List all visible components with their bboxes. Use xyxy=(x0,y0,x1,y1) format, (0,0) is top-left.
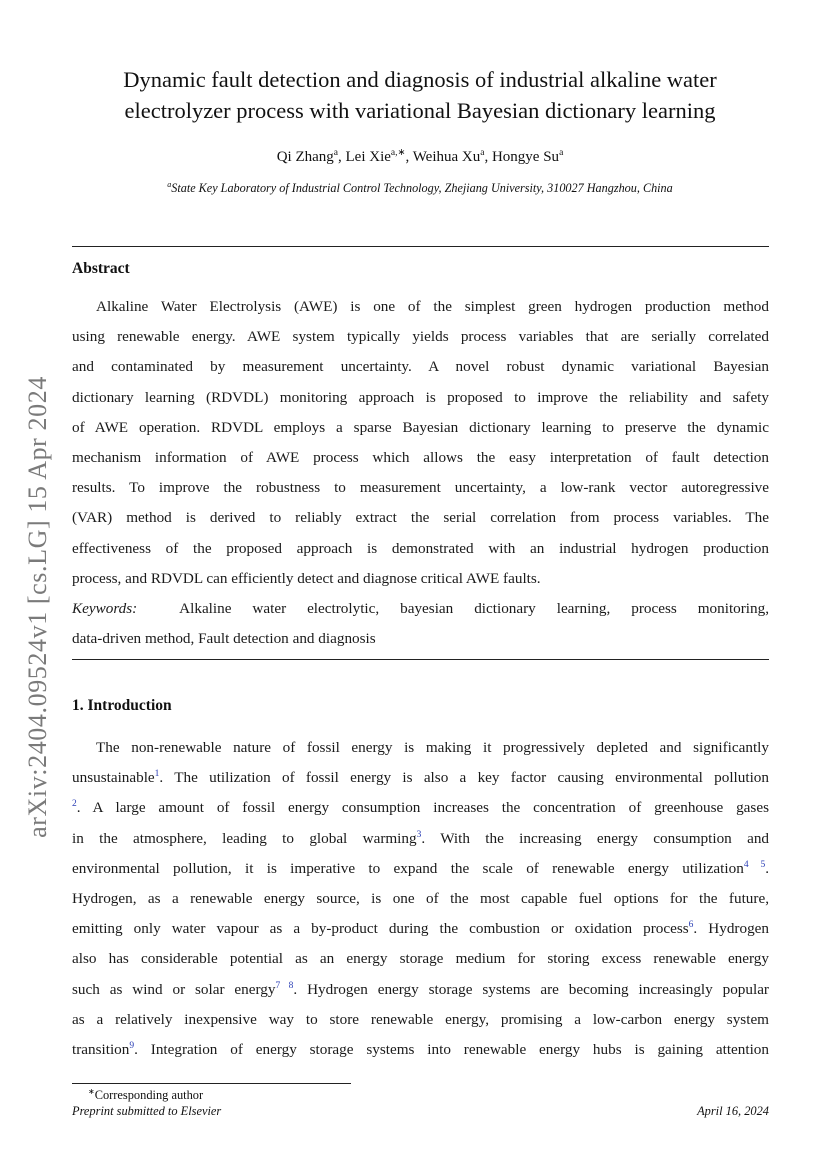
intro-text: emitting only water vapour as a by-product during the combustion or oxidation process xyxy=(72,920,689,938)
abstract-line: Alkaline Water Electrolysis (AWE) is one of the simplest green hydrogen production method xyxy=(96,298,769,315)
arxiv-sidebar-stamp xyxy=(22,362,54,852)
citation-marker[interactable]: 4 5 xyxy=(743,859,766,870)
author-name: Lei Xie xyxy=(345,149,391,165)
intro-line: as a relatively inexpensive way to store renewable energy, promising a low-carbon energy system xyxy=(72,1010,769,1028)
preprint-date: April 16, 2024 xyxy=(697,1104,769,1118)
corresponding-author-footnote xyxy=(88,1087,203,1103)
intro-text: . With the increasing energy consumption and xyxy=(421,829,770,847)
author-affiliation-mark: a xyxy=(480,148,485,158)
citation-marker[interactable]: 7 8 xyxy=(275,980,294,991)
title-line-1: Dynamic fault detection and diagnosis of industrial alkaline water xyxy=(123,67,717,92)
abstract-line: effectiveness of the proposed approach is demonstrated with an industrial hydrogen production xyxy=(72,539,769,557)
introduction-body xyxy=(72,733,769,1065)
keywords-text: Alkaline water electrolytic, bayesian dictionary learning, process monitoring, xyxy=(179,600,770,617)
arxiv-identifier: arXiv:2404.09524v1 [cs.LG] 15 Apr 2024 xyxy=(23,376,52,838)
intro-text: . Integration of energy storage systems into renewable energy hubs is gaining attention xyxy=(134,1040,769,1058)
intro-text: . A large amount of fossil energy consumption increases the concentration of greenhouse gases xyxy=(76,799,769,817)
citation-marker[interactable]: 2 xyxy=(72,799,77,810)
keywords-line: data-driven method, Fault detection and diagnosis xyxy=(72,630,376,648)
keywords-block xyxy=(72,594,769,654)
abstract-line: using renewable energy. AWE system typically yields process variables that are serially correlated xyxy=(72,328,769,346)
intro-line: also has considerable potential as an energy storage medium for storing excess renewable energy xyxy=(72,950,769,968)
author-name: Hongye Su xyxy=(491,149,560,165)
abstract-top-rule xyxy=(72,246,769,247)
intro-text: . The utilization of fossil energy is also a key factor causing environmental pollution xyxy=(159,769,769,787)
intro-line xyxy=(72,914,769,944)
intro-line xyxy=(72,1035,769,1065)
abstract-body xyxy=(72,292,769,594)
author-affiliation-mark: a xyxy=(333,148,339,158)
abstract-line: dictionary learning (RDVDL) monitoring approach is proposed to improve the reliability and safety xyxy=(72,388,769,406)
intro-text: transition xyxy=(72,1040,130,1058)
author-name: Qi Zhang xyxy=(276,149,334,165)
keywords-label: Keywords: xyxy=(72,600,138,617)
abstract-line: and contaminated by measurement uncertainty. A novel robust dynamic variational Bayesian xyxy=(72,358,769,376)
intro-line xyxy=(72,793,769,823)
abstract-line: process, and RDVDL can efficiently detect and diagnose critical AWE faults. xyxy=(72,569,541,587)
author-list: Qi Zhang$^a$, Lei Xie$^{a,∗}$, Weihua Xu$^a$, Hongye Su$^a$ xyxy=(276,148,564,165)
intro-text: such as wind or solar energy xyxy=(72,980,276,998)
intro-line xyxy=(72,824,769,854)
intro-text: . xyxy=(765,859,769,877)
intro-text: environmental pollution, it is imperative to expand the scale of renewable energy utilization xyxy=(72,859,744,877)
footnote-text: Corresponding author xyxy=(94,1088,204,1103)
author-affiliation-mark: a xyxy=(559,148,564,158)
citation-marker[interactable]: 6 xyxy=(688,920,694,931)
author-name: Weihua Xu xyxy=(412,149,481,165)
abstract-bottom-rule xyxy=(72,659,769,660)
intro-line xyxy=(72,975,769,1005)
abstract-line: results. To improve the robustness to measurement uncertainty, a low-rank vector autoregressive xyxy=(72,479,769,497)
title-line-2: electrolyzer process with variational Bayesian dictionary learning xyxy=(124,98,716,123)
citation-marker[interactable]: 9 xyxy=(129,1040,135,1051)
abstract-heading: Abstract xyxy=(72,260,130,277)
affiliation-mark: a xyxy=(167,180,172,189)
intro-text: . Hydrogen xyxy=(693,920,769,938)
intro-line: Hydrogen, as a renewable energy source, is one of the most capable fuel options for the future, xyxy=(72,889,769,907)
citation-marker[interactable]: 1 xyxy=(154,769,160,780)
footnote-mark: ∗ xyxy=(88,1087,95,1096)
abstract-line: mechanism information of AWE process which allows the easy interpretation of fault detection xyxy=(72,448,769,466)
author-affiliation xyxy=(72,180,768,196)
paper-title xyxy=(72,64,768,126)
intro-text: in the atmosphere, leading to global warming xyxy=(72,829,417,847)
intro-text: unsustainable xyxy=(72,769,155,787)
citation-marker[interactable]: 3 xyxy=(416,829,422,840)
intro-line xyxy=(72,854,769,884)
author-affiliation-mark: a,∗ xyxy=(390,148,406,158)
abstract-line: (VAR) method is derived to reliably extract the serial correlation from process variables. The xyxy=(72,509,769,527)
preprint-note: Preprint submitted to Elsevier xyxy=(72,1104,222,1118)
footnote-rule xyxy=(72,1083,351,1084)
abstract-line: of AWE operation. RDVDL employs a sparse Bayesian dictionary learning to preserve the dynamic xyxy=(72,418,769,436)
intro-line xyxy=(72,763,769,793)
intro-text: . Hydrogen energy storage systems are becoming increasingly popular xyxy=(293,980,769,998)
intro-line: The non-renewable nature of fossil energy is making it progressively depleted and significantly xyxy=(96,739,769,756)
introduction-heading: 1. Introduction xyxy=(72,697,172,714)
affiliation-text: State Key Laboratory of Industrial Control Technology, Zhejiang University, 310027 Hangzhou, China xyxy=(171,181,673,196)
keywords-line xyxy=(72,594,769,624)
